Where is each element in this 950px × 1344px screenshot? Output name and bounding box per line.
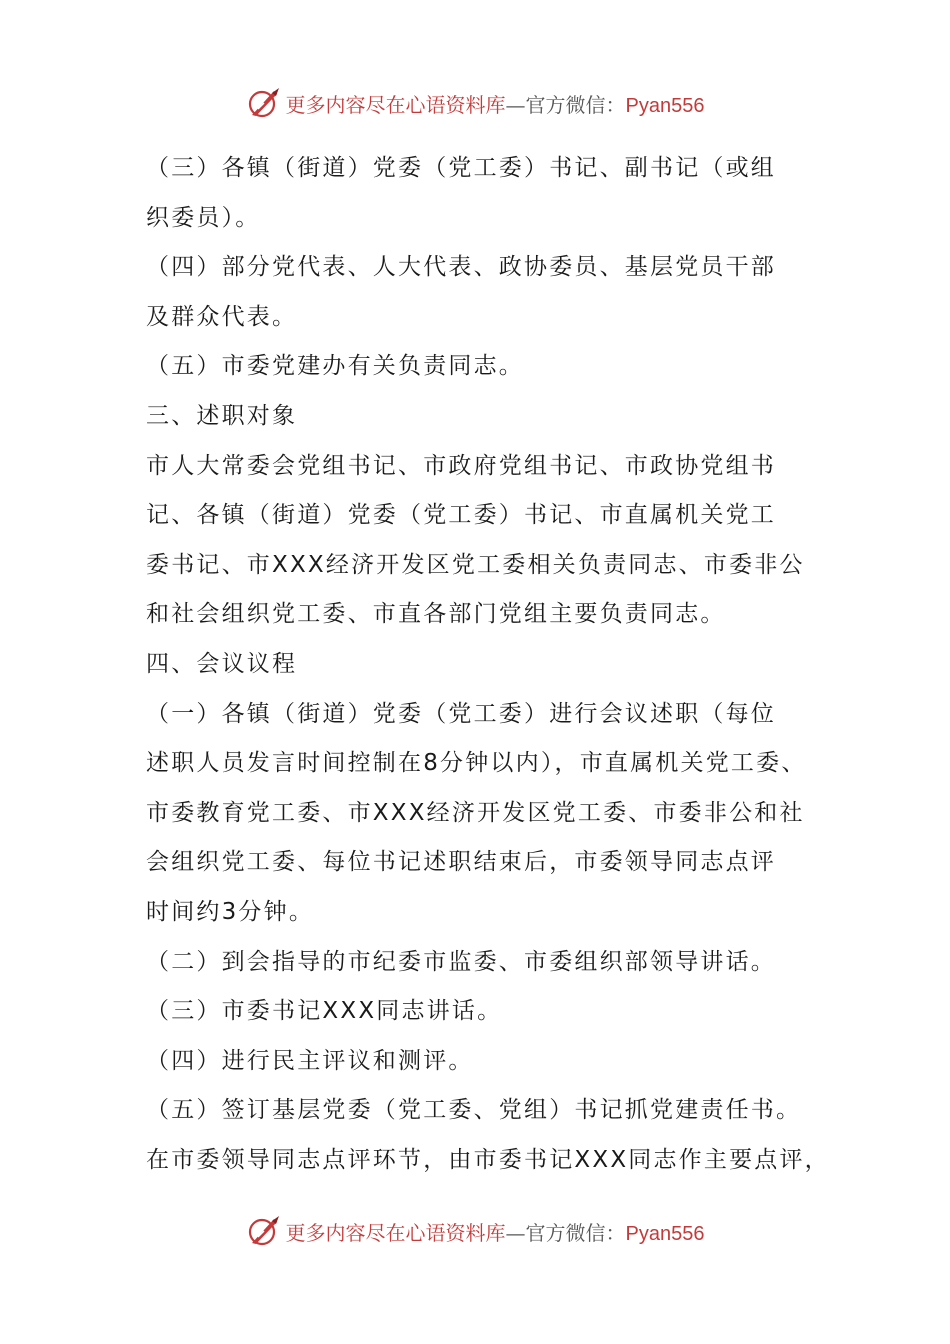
text-line: 在市委领导同志点评环节，由市委书记XXX同志作主要点评，: [146, 1146, 830, 1173]
text-line: （四）进行民主评议和测评。: [146, 1047, 474, 1074]
text-line: 市委教育党工委、市XXX经济开发区党工委、市委非公和社: [146, 799, 805, 826]
text-line: （四）部分党代表、人大代表、政协委员、基层党员干部: [146, 254, 776, 281]
document-body: [146, 144, 836, 1185]
section-heading: 三、述职对象: [146, 402, 298, 429]
text-line: 委书记、市XXX经济开发区党工委相关负责同志、市委非公: [146, 551, 805, 578]
text-line: （二）到会指导的市纪委市监委、市委组织部领导讲话。: [146, 948, 776, 975]
text-line: 述职人员发言时间控制在8分钟以内），市直属机关党工委、: [146, 750, 807, 777]
watermark-text: [286, 89, 705, 118]
watermark-dash: —: [505, 92, 526, 117]
text-line: （三）各镇（街道）党委（党工委）书记、副书记（或组: [146, 155, 776, 181]
watermark-text: [286, 1217, 705, 1246]
section-heading: 四、会议议程: [146, 650, 298, 677]
text-line: 及群众代表。: [146, 303, 298, 330]
text-line: （一）各镇（街道）党委（党工委）进行会议述职（每位: [146, 700, 776, 727]
text-line: （五）市委党建办有关负责同志。: [146, 353, 524, 380]
footer-watermark: [0, 1211, 950, 1251]
text-line: 记、各镇（街道）党委（党工委）书记、市直属机关党工: [146, 502, 776, 529]
watermark-wechat-id: Pyan556: [625, 1222, 705, 1245]
header-watermark: [0, 83, 950, 123]
quill-logo-icon: [246, 1213, 282, 1249]
watermark-wechat-id: Pyan556: [625, 94, 705, 117]
watermark-dash: —: [505, 1220, 526, 1245]
text-line: 会组织党工委、每位书记述职结束后，市委领导同志点评: [146, 849, 776, 876]
watermark-site-text: 更多内容尽在心语资料库: [285, 92, 506, 117]
watermark-wechat-label: 官方微信：: [525, 92, 626, 117]
quill-logo-icon: [246, 85, 282, 121]
text-line: （五）签订基层党委（党工委、党组）书记抓党建责任书。: [146, 1097, 802, 1124]
text-line: （三）市委书记XXX同志讲话。: [146, 998, 503, 1025]
text-line: 和社会组织党工委、市直各部门党组主要负责同志。: [146, 601, 726, 628]
watermark-wechat-label: 官方微信：: [525, 1220, 626, 1245]
text-line: 织委员）。: [146, 204, 261, 231]
text-line: 时间约3分钟。: [146, 898, 315, 925]
text-line: 市人大常委会党组书记、市政府党组书记、市政协党组书: [146, 452, 776, 479]
watermark-site-text: 更多内容尽在心语资料库: [285, 1220, 506, 1245]
